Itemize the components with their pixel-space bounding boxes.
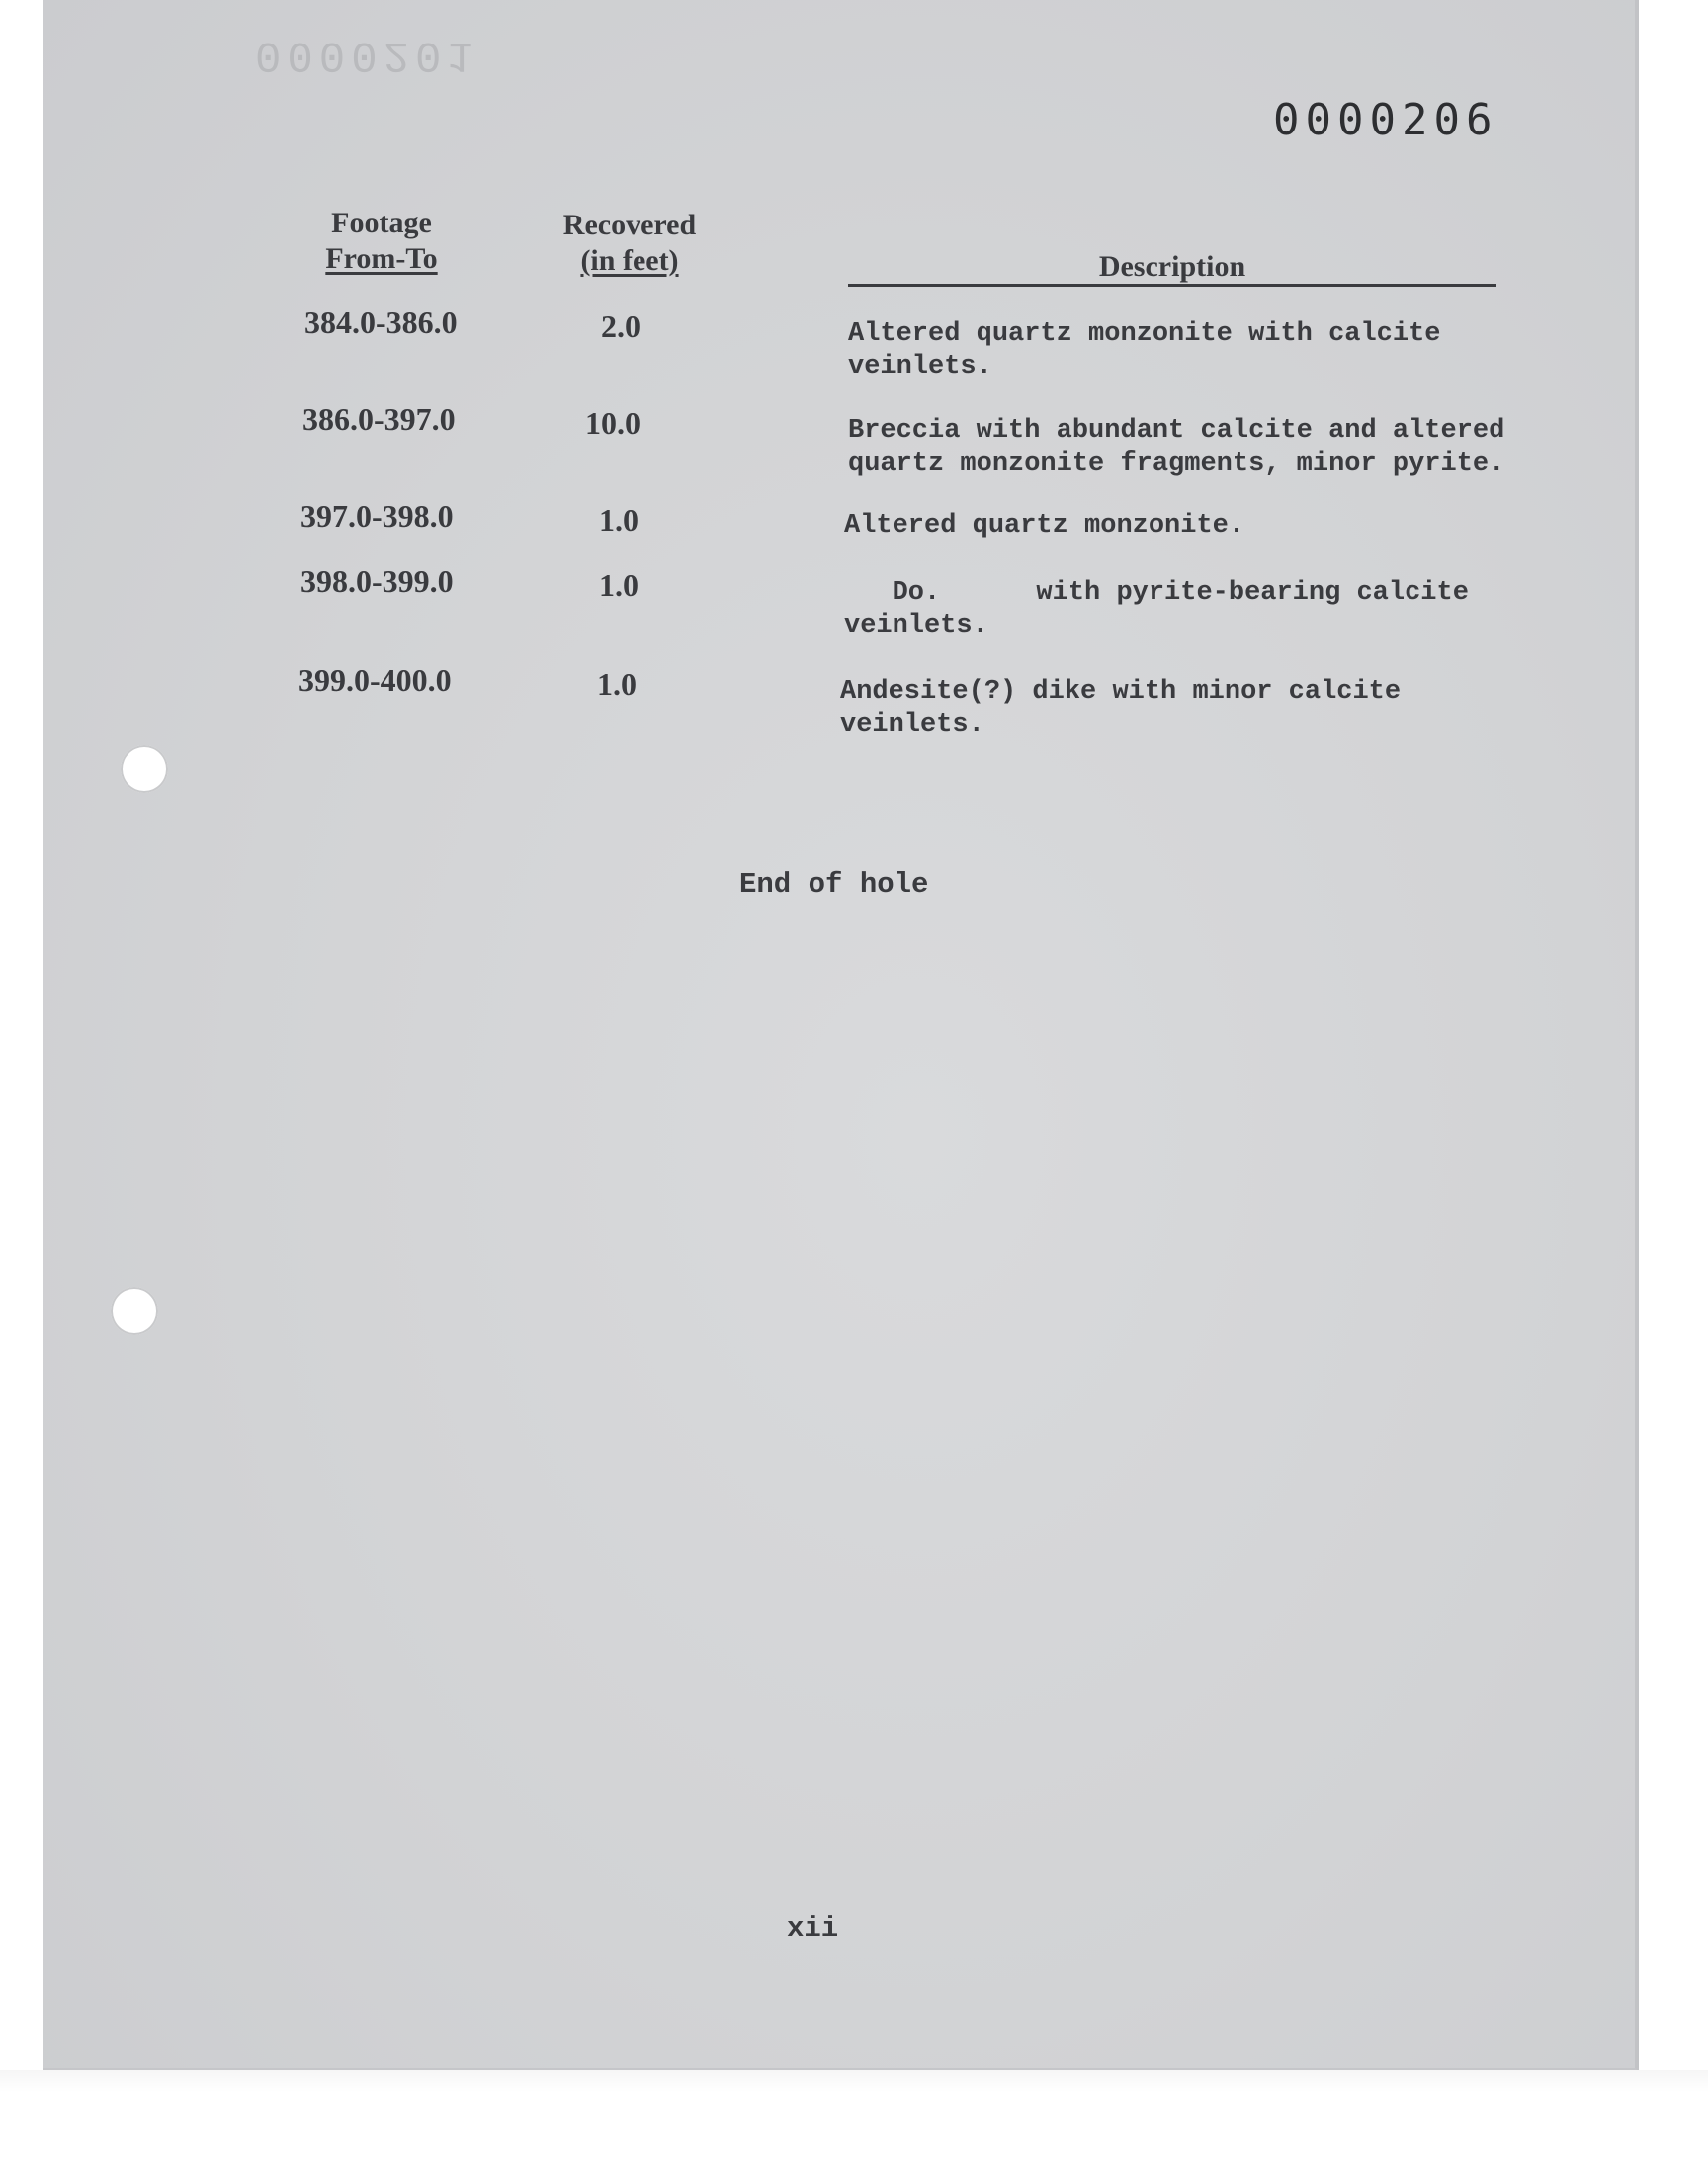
row-5-description-line-1: Andesite(?) dike with minor calcite (840, 677, 1402, 707)
row-4-description (844, 577, 1469, 643)
scan-bottom-edge (0, 2070, 1708, 2092)
row-4-description-line-1: Do. with pyrite-bearing calcite (844, 578, 1469, 608)
row-1-description (848, 318, 1441, 384)
punch-hole-bottom (111, 1287, 158, 1335)
recovered-header (540, 208, 720, 279)
footage-header-line2: From-To (325, 242, 438, 275)
recovered-header-line2: (in feet) (580, 244, 679, 277)
row-5-recovered: 1.0 (597, 666, 637, 702)
row-4-footage: 398.0-399.0 (300, 564, 454, 599)
page-number: xii (787, 1912, 839, 1945)
row-1-footage: 384.0-386.0 (304, 304, 458, 340)
row-2-recovered: 10.0 (585, 405, 640, 441)
row-4-description-line-2: veinlets. (844, 611, 988, 641)
recovered-header-line1: Recovered (562, 209, 697, 241)
footage-header (293, 206, 470, 277)
row-3-recovered: 1.0 (599, 502, 639, 538)
bleed-through-number: 0000201 (255, 30, 479, 79)
footage-header-line1: Footage (331, 207, 432, 239)
document-number: 0000206 (1273, 95, 1498, 145)
row-5-footage: 399.0-400.0 (299, 662, 452, 698)
punch-hole-top (121, 745, 168, 793)
row-2-footage: 386.0-397.0 (302, 401, 456, 437)
row-1-description-line-2: veinlets. (848, 352, 992, 382)
description-header-rule (848, 284, 1496, 287)
row-1-description-line-1: Altered quartz monzonite with calcite (848, 319, 1441, 349)
row-3-description (844, 510, 1244, 543)
row-1-recovered: 2.0 (601, 308, 640, 344)
row-2-description-line-2: quartz monzonite fragments, minor pyrite. (848, 449, 1505, 478)
end-of-hole-note: End of hole (739, 868, 929, 901)
row-3-footage: 397.0-398.0 (300, 498, 454, 534)
row-2-description (848, 415, 1504, 480)
row-5-description-line-2: veinlets. (840, 710, 984, 740)
document-page (43, 0, 1639, 2071)
row-3-description-line-1: Altered quartz monzonite. (844, 511, 1245, 541)
row-4-recovered: 1.0 (599, 567, 639, 603)
row-5-description (840, 676, 1401, 741)
row-2-description-line-1: Breccia with abundant calcite and altered (848, 416, 1505, 446)
description-header: Description (1098, 250, 1246, 283)
